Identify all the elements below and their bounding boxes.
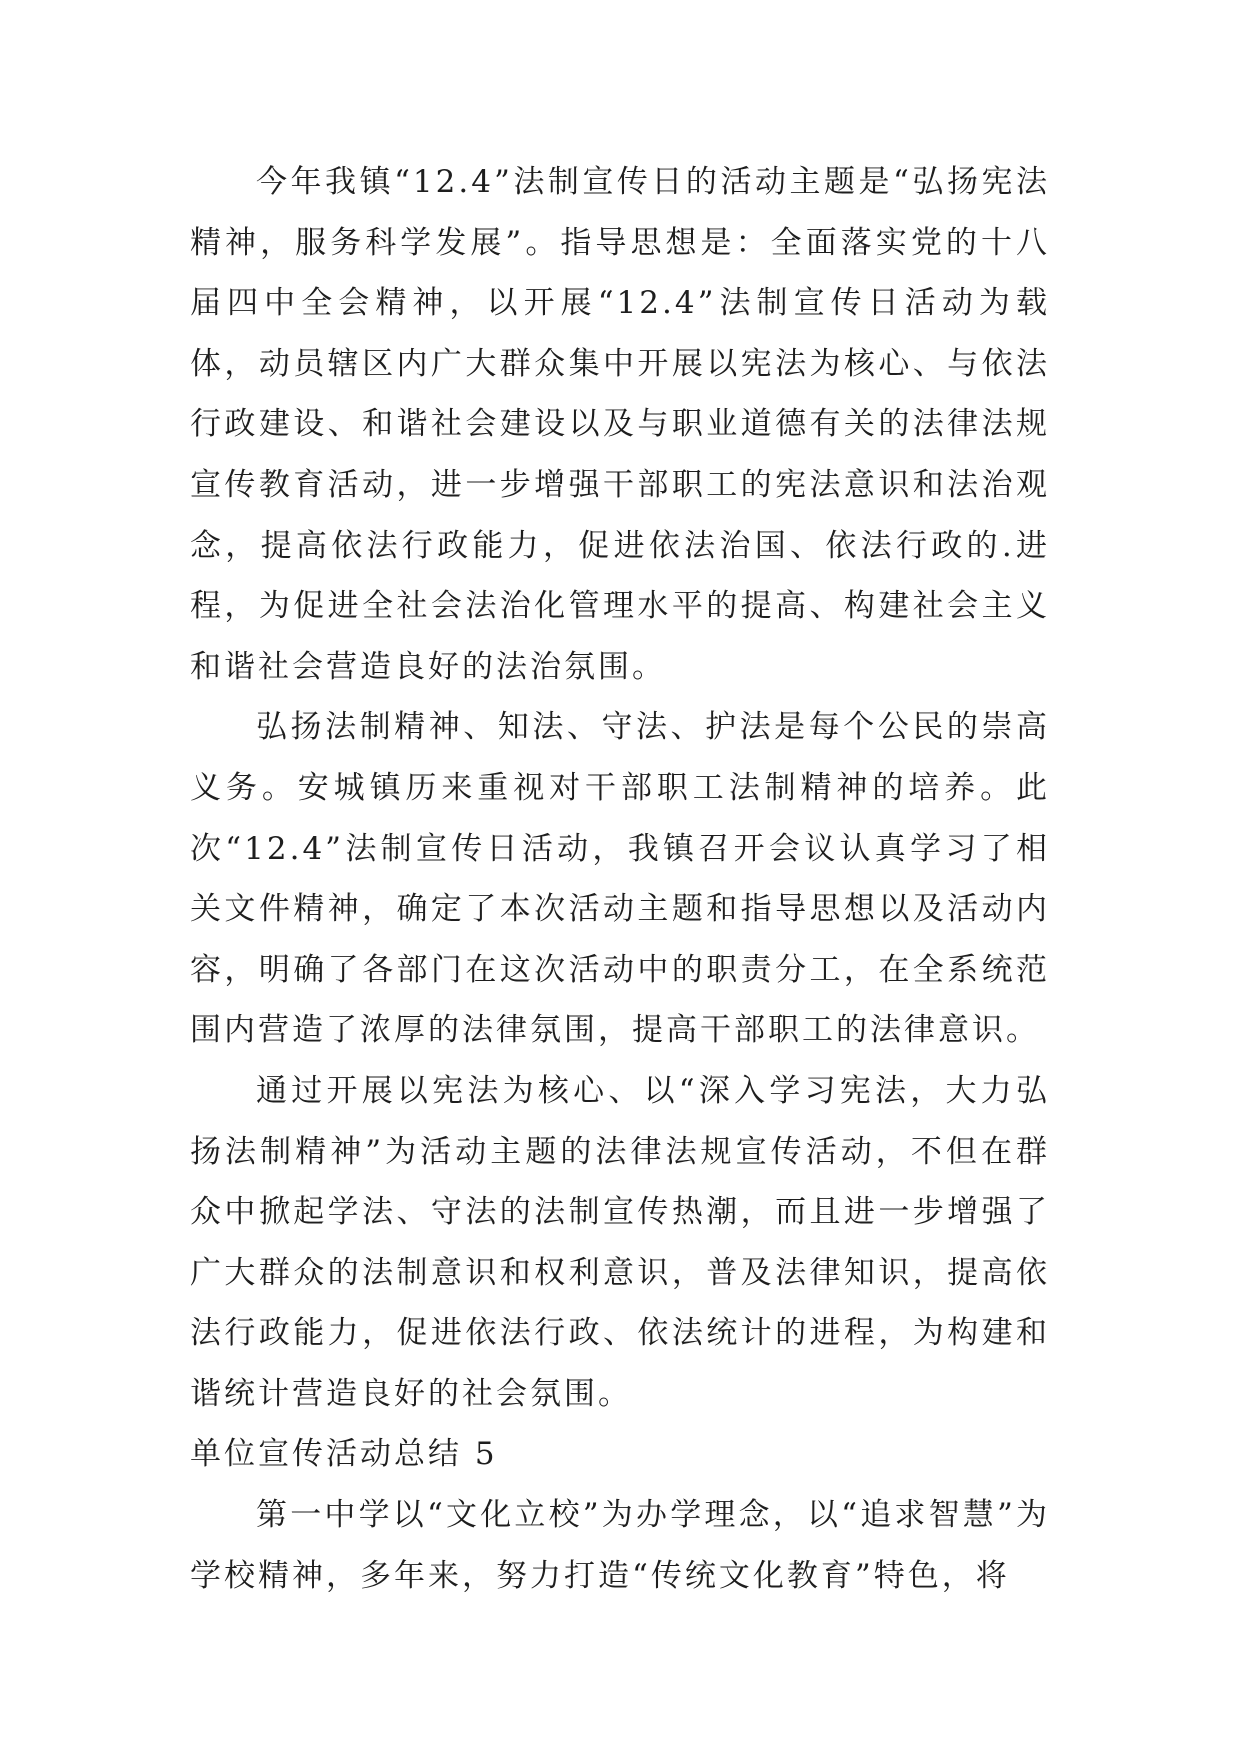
paragraph-2: 弘扬法制精神、知法、守法、护法是每个公民的崇高义务。安城镇历来重视对干部职工法制精神的培养。此次“12.4”法制宣传日活动，我镇召开会议认真学习了相关文件精神，确定了本次活动主题和指导思想以及活动内容，明确了各部门在这次活动中的职责分工，在全系统范围内营造了浓厚的法律氛围，提高干部职工的法律意识。 [190,709,1050,1049]
section-heading: 单位宣传活动总结 5 [190,1436,498,1473]
document-page [190,152,1050,1606]
paragraph-1: 今年我镇“12.4”法制宣传日的活动主题是“弘扬宪法精神，服务科学发展”。指导思想是：全面落实党的十八届四中全会精神，以开展“12.4”法制宣传日活动为载体，动员辖区内广大群众集中开展以宪法为核心、与依法行政建设、和谐社会建设以及与职业道德有关的法律法规宣传教育活动，进一步增强干部职工的宪法意识和法治观念，提高依法行政能力，促进依法治国、依法行政的.进程，为促进全社会法治化管理水平的提高、构建社会主义和谐社会营造良好的法治氛围。 [190,164,1050,685]
paragraph-3: 通过开展以宪法为核心、以“深入学习宪法，大力弘扬法制精神”为活动主题的法律法规宣传活动，不但在群众中掀起学法、守法的法制宣传热潮，而且进一步增强了广大群众的法制意识和权利意识，普及法律知识，提高依法行政能力，促进依法行政、依法统计的进程，为构建和谐统计营造良好的社会氛围。 [190,1072,1050,1412]
paragraph-4: 第一中学以“文化立校”为办学理念，以“追求智慧”为学校精神，多年来，努力打造“传统文化教育”特色，将 [190,1497,1050,1594]
